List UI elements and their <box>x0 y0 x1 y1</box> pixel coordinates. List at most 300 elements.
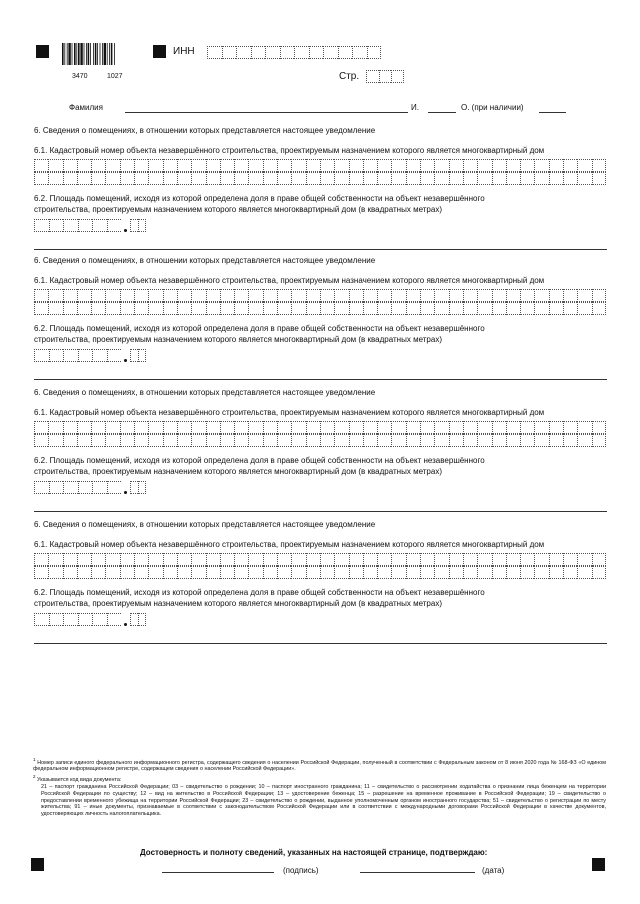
area-digit-cell[interactable] <box>107 219 122 232</box>
cadastral-digit-cell[interactable] <box>349 289 363 302</box>
cadastral-digit-cell[interactable] <box>120 172 134 185</box>
cadastral-digit-cell[interactable] <box>91 172 105 185</box>
cadastral-number-field[interactable] <box>34 553 606 566</box>
cadastral-digit-cell[interactable] <box>463 566 477 579</box>
cadastral-digit-cell[interactable] <box>163 434 177 447</box>
inn-digit-cell[interactable] <box>309 46 324 59</box>
cadastral-digit-cell[interactable] <box>520 434 534 447</box>
cadastral-digit-cell[interactable] <box>148 289 162 302</box>
cadastral-digit-cell[interactable] <box>506 421 520 434</box>
area-digit-cell[interactable] <box>107 613 122 626</box>
area-digit-cell[interactable] <box>34 219 49 232</box>
area-digit-cell[interactable] <box>63 481 78 494</box>
cadastral-digit-cell[interactable] <box>291 159 305 172</box>
cadastral-digit-cell[interactable] <box>63 566 77 579</box>
cadastral-digit-cell[interactable] <box>191 159 205 172</box>
cadastral-digit-cell[interactable] <box>320 434 334 447</box>
cadastral-digit-cell[interactable] <box>248 566 262 579</box>
cadastral-digit-cell[interactable] <box>377 566 391 579</box>
cadastral-digit-cell[interactable] <box>506 159 520 172</box>
cadastral-digit-cell[interactable] <box>449 566 463 579</box>
cadastral-digit-cell[interactable] <box>406 421 420 434</box>
cadastral-digit-cell[interactable] <box>120 566 134 579</box>
cadastral-digit-cell[interactable] <box>91 434 105 447</box>
cadastral-digit-cell[interactable] <box>377 302 391 315</box>
cadastral-digit-cell[interactable] <box>534 434 548 447</box>
cadastral-digit-cell[interactable] <box>492 159 506 172</box>
cadastral-digit-cell[interactable] <box>577 302 591 315</box>
cadastral-digit-cell[interactable] <box>91 159 105 172</box>
inn-digit-cell[interactable] <box>280 46 295 59</box>
cadastral-digit-cell[interactable] <box>263 159 277 172</box>
cadastral-digit-cell[interactable] <box>420 566 434 579</box>
cadastral-digit-cell[interactable] <box>334 566 348 579</box>
cadastral-digit-cell[interactable] <box>291 302 305 315</box>
cadastral-number-field-row2[interactable] <box>34 434 606 447</box>
cadastral-digit-cell[interactable] <box>477 302 491 315</box>
cadastral-digit-cell[interactable] <box>563 172 577 185</box>
cadastral-digit-cell[interactable] <box>334 553 348 566</box>
cadastral-digit-cell[interactable] <box>206 302 220 315</box>
page-digit-cell[interactable] <box>391 70 404 83</box>
area-field[interactable] <box>34 219 146 232</box>
cadastral-digit-cell[interactable] <box>334 172 348 185</box>
cadastral-digit-cell[interactable] <box>105 553 119 566</box>
cadastral-digit-cell[interactable] <box>349 302 363 315</box>
cadastral-digit-cell[interactable] <box>220 302 234 315</box>
cadastral-digit-cell[interactable] <box>506 434 520 447</box>
cadastral-digit-cell[interactable] <box>320 172 334 185</box>
cadastral-digit-cell[interactable] <box>391 553 405 566</box>
cadastral-digit-cell[interactable] <box>449 159 463 172</box>
cadastral-digit-cell[interactable] <box>463 421 477 434</box>
cadastral-digit-cell[interactable] <box>48 172 62 185</box>
cadastral-digit-cell[interactable] <box>592 302 606 315</box>
cadastral-digit-cell[interactable] <box>477 434 491 447</box>
cadastral-digit-cell[interactable] <box>534 159 548 172</box>
cadastral-digit-cell[interactable] <box>263 434 277 447</box>
cadastral-digit-cell[interactable] <box>105 566 119 579</box>
patronymic-line[interactable] <box>539 112 566 113</box>
cadastral-digit-cell[interactable] <box>34 553 48 566</box>
cadastral-digit-cell[interactable] <box>563 434 577 447</box>
cadastral-digit-cell[interactable] <box>406 159 420 172</box>
cadastral-digit-cell[interactable] <box>91 302 105 315</box>
cadastral-digit-cell[interactable] <box>91 289 105 302</box>
cadastral-digit-cell[interactable] <box>306 553 320 566</box>
cadastral-digit-cell[interactable] <box>120 302 134 315</box>
cadastral-digit-cell[interactable] <box>363 566 377 579</box>
area-fraction-cell[interactable] <box>138 349 146 362</box>
cadastral-number-field[interactable] <box>34 289 606 302</box>
cadastral-digit-cell[interactable] <box>77 159 91 172</box>
cadastral-digit-cell[interactable] <box>577 172 591 185</box>
cadastral-digit-cell[interactable] <box>434 289 448 302</box>
cadastral-digit-cell[interactable] <box>306 566 320 579</box>
cadastral-digit-cell[interactable] <box>534 289 548 302</box>
cadastral-digit-cell[interactable] <box>234 434 248 447</box>
cadastral-digit-cell[interactable] <box>320 302 334 315</box>
cadastral-digit-cell[interactable] <box>91 421 105 434</box>
cadastral-digit-cell[interactable] <box>520 159 534 172</box>
cadastral-digit-cell[interactable] <box>449 553 463 566</box>
cadastral-digit-cell[interactable] <box>48 434 62 447</box>
cadastral-digit-cell[interactable] <box>277 553 291 566</box>
cadastral-digit-cell[interactable] <box>506 566 520 579</box>
cadastral-digit-cell[interactable] <box>506 302 520 315</box>
cadastral-digit-cell[interactable] <box>506 289 520 302</box>
cadastral-digit-cell[interactable] <box>320 553 334 566</box>
cadastral-digit-cell[interactable] <box>391 172 405 185</box>
cadastral-digit-cell[interactable] <box>191 302 205 315</box>
cadastral-digit-cell[interactable] <box>177 172 191 185</box>
cadastral-digit-cell[interactable] <box>163 421 177 434</box>
inn-digit-cell[interactable] <box>294 46 309 59</box>
cadastral-digit-cell[interactable] <box>134 434 148 447</box>
cadastral-digit-cell[interactable] <box>334 302 348 315</box>
cadastral-digit-cell[interactable] <box>391 566 405 579</box>
area-digit-cell[interactable] <box>78 219 93 232</box>
cadastral-digit-cell[interactable] <box>134 302 148 315</box>
cadastral-digit-cell[interactable] <box>220 566 234 579</box>
cadastral-digit-cell[interactable] <box>48 421 62 434</box>
cadastral-digit-cell[interactable] <box>191 566 205 579</box>
cadastral-digit-cell[interactable] <box>34 172 48 185</box>
area-fraction-cell[interactable] <box>138 481 146 494</box>
cadastral-digit-cell[interactable] <box>477 172 491 185</box>
cadastral-digit-cell[interactable] <box>449 289 463 302</box>
cadastral-digit-cell[interactable] <box>105 421 119 434</box>
cadastral-digit-cell[interactable] <box>477 421 491 434</box>
cadastral-digit-cell[interactable] <box>220 159 234 172</box>
cadastral-digit-cell[interactable] <box>463 159 477 172</box>
cadastral-number-field-row2[interactable] <box>34 302 606 315</box>
cadastral-digit-cell[interactable] <box>105 302 119 315</box>
cadastral-digit-cell[interactable] <box>363 159 377 172</box>
area-digit-cell[interactable] <box>92 613 107 626</box>
area-digit-cell[interactable] <box>92 349 107 362</box>
cadastral-digit-cell[interactable] <box>520 553 534 566</box>
cadastral-digit-cell[interactable] <box>577 566 591 579</box>
cadastral-digit-cell[interactable] <box>134 172 148 185</box>
cadastral-digit-cell[interactable] <box>577 289 591 302</box>
cadastral-digit-cell[interactable] <box>234 172 248 185</box>
cadastral-digit-cell[interactable] <box>134 553 148 566</box>
cadastral-digit-cell[interactable] <box>420 421 434 434</box>
cadastral-digit-cell[interactable] <box>248 159 262 172</box>
cadastral-digit-cell[interactable] <box>363 434 377 447</box>
cadastral-digit-cell[interactable] <box>291 553 305 566</box>
cadastral-digit-cell[interactable] <box>148 553 162 566</box>
cadastral-digit-cell[interactable] <box>248 553 262 566</box>
cadastral-digit-cell[interactable] <box>277 302 291 315</box>
cadastral-digit-cell[interactable] <box>77 421 91 434</box>
cadastral-digit-cell[interactable] <box>406 289 420 302</box>
cadastral-digit-cell[interactable] <box>434 434 448 447</box>
cadastral-digit-cell[interactable] <box>63 421 77 434</box>
cadastral-digit-cell[interactable] <box>91 566 105 579</box>
area-digit-cell[interactable] <box>34 481 49 494</box>
cadastral-digit-cell[interactable] <box>420 172 434 185</box>
cadastral-digit-cell[interactable] <box>277 566 291 579</box>
cadastral-digit-cell[interactable] <box>120 434 134 447</box>
cadastral-digit-cell[interactable] <box>220 421 234 434</box>
cadastral-digit-cell[interactable] <box>234 566 248 579</box>
initial-line[interactable] <box>428 112 456 113</box>
signature-line[interactable] <box>162 872 274 873</box>
cadastral-number-field[interactable] <box>34 421 606 434</box>
cadastral-digit-cell[interactable] <box>506 553 520 566</box>
inn-digit-cell[interactable] <box>338 46 353 59</box>
cadastral-digit-cell[interactable] <box>263 289 277 302</box>
cadastral-digit-cell[interactable] <box>234 553 248 566</box>
cadastral-digit-cell[interactable] <box>549 566 563 579</box>
cadastral-digit-cell[interactable] <box>48 302 62 315</box>
cadastral-digit-cell[interactable] <box>563 421 577 434</box>
area-digit-cell[interactable] <box>107 481 122 494</box>
cadastral-digit-cell[interactable] <box>363 553 377 566</box>
cadastral-digit-cell[interactable] <box>191 434 205 447</box>
cadastral-digit-cell[interactable] <box>363 302 377 315</box>
cadastral-number-field-row2[interactable] <box>34 172 606 185</box>
cadastral-number-field[interactable] <box>34 159 606 172</box>
cadastral-digit-cell[interactable] <box>463 172 477 185</box>
cadastral-digit-cell[interactable] <box>277 172 291 185</box>
cadastral-digit-cell[interactable] <box>492 553 506 566</box>
cadastral-digit-cell[interactable] <box>549 159 563 172</box>
area-digit-cell[interactable] <box>92 219 107 232</box>
cadastral-digit-cell[interactable] <box>148 159 162 172</box>
cadastral-digit-cell[interactable] <box>477 566 491 579</box>
area-field[interactable] <box>34 613 146 626</box>
cadastral-digit-cell[interactable] <box>77 553 91 566</box>
cadastral-digit-cell[interactable] <box>177 421 191 434</box>
cadastral-digit-cell[interactable] <box>563 553 577 566</box>
cadastral-digit-cell[interactable] <box>377 553 391 566</box>
cadastral-digit-cell[interactable] <box>549 553 563 566</box>
cadastral-digit-cell[interactable] <box>320 566 334 579</box>
area-digit-cell[interactable] <box>107 349 122 362</box>
cadastral-digit-cell[interactable] <box>105 172 119 185</box>
cadastral-digit-cell[interactable] <box>492 172 506 185</box>
cadastral-digit-cell[interactable] <box>63 172 77 185</box>
cadastral-digit-cell[interactable] <box>563 289 577 302</box>
cadastral-digit-cell[interactable] <box>549 302 563 315</box>
cadastral-digit-cell[interactable] <box>534 566 548 579</box>
cadastral-digit-cell[interactable] <box>34 566 48 579</box>
inn-digit-cell[interactable] <box>265 46 280 59</box>
cadastral-digit-cell[interactable] <box>91 553 105 566</box>
cadastral-digit-cell[interactable] <box>220 172 234 185</box>
cadastral-digit-cell[interactable] <box>434 302 448 315</box>
area-fraction-field[interactable] <box>130 613 146 626</box>
cadastral-digit-cell[interactable] <box>577 434 591 447</box>
cadastral-digit-cell[interactable] <box>206 566 220 579</box>
cadastral-digit-cell[interactable] <box>306 434 320 447</box>
cadastral-digit-cell[interactable] <box>134 566 148 579</box>
cadastral-digit-cell[interactable] <box>420 159 434 172</box>
area-fraction-field[interactable] <box>130 349 146 362</box>
cadastral-digit-cell[interactable] <box>177 289 191 302</box>
area-fraction-cell[interactable] <box>130 219 138 232</box>
cadastral-digit-cell[interactable] <box>434 553 448 566</box>
cadastral-digit-cell[interactable] <box>592 289 606 302</box>
cadastral-digit-cell[interactable] <box>334 289 348 302</box>
cadastral-digit-cell[interactable] <box>163 302 177 315</box>
cadastral-digit-cell[interactable] <box>406 434 420 447</box>
cadastral-digit-cell[interactable] <box>177 159 191 172</box>
cadastral-digit-cell[interactable] <box>349 553 363 566</box>
cadastral-digit-cell[interactable] <box>420 434 434 447</box>
cadastral-digit-cell[interactable] <box>334 159 348 172</box>
cadastral-digit-cell[interactable] <box>449 302 463 315</box>
area-fraction-cell[interactable] <box>130 349 138 362</box>
cadastral-digit-cell[interactable] <box>549 172 563 185</box>
cadastral-digit-cell[interactable] <box>148 434 162 447</box>
cadastral-digit-cell[interactable] <box>391 289 405 302</box>
inn-digit-cell[interactable] <box>367 46 382 59</box>
cadastral-digit-cell[interactable] <box>34 421 48 434</box>
cadastral-digit-cell[interactable] <box>105 159 119 172</box>
cadastral-digit-cell[interactable] <box>577 553 591 566</box>
cadastral-digit-cell[interactable] <box>592 434 606 447</box>
cadastral-digit-cell[interactable] <box>577 421 591 434</box>
cadastral-digit-cell[interactable] <box>506 172 520 185</box>
cadastral-digit-cell[interactable] <box>120 289 134 302</box>
cadastral-digit-cell[interactable] <box>105 289 119 302</box>
cadastral-digit-cell[interactable] <box>48 159 62 172</box>
cadastral-digit-cell[interactable] <box>306 289 320 302</box>
area-digit-cell[interactable] <box>49 481 64 494</box>
cadastral-digit-cell[interactable] <box>177 302 191 315</box>
cadastral-digit-cell[interactable] <box>206 553 220 566</box>
cadastral-digit-cell[interactable] <box>277 159 291 172</box>
cadastral-digit-cell[interactable] <box>463 553 477 566</box>
area-fraction-cell[interactable] <box>138 613 146 626</box>
area-digit-cell[interactable] <box>49 613 64 626</box>
cadastral-digit-cell[interactable] <box>120 159 134 172</box>
area-fraction-field[interactable] <box>130 481 146 494</box>
inn-digit-cell[interactable] <box>222 46 237 59</box>
cadastral-digit-cell[interactable] <box>291 172 305 185</box>
cadastral-digit-cell[interactable] <box>592 159 606 172</box>
cadastral-digit-cell[interactable] <box>306 159 320 172</box>
cadastral-digit-cell[interactable] <box>306 302 320 315</box>
cadastral-digit-cell[interactable] <box>534 553 548 566</box>
cadastral-digit-cell[interactable] <box>63 289 77 302</box>
cadastral-digit-cell[interactable] <box>563 159 577 172</box>
cadastral-digit-cell[interactable] <box>77 434 91 447</box>
cadastral-digit-cell[interactable] <box>177 434 191 447</box>
cadastral-digit-cell[interactable] <box>277 434 291 447</box>
area-digit-cell[interactable] <box>34 349 49 362</box>
cadastral-digit-cell[interactable] <box>206 289 220 302</box>
cadastral-digit-cell[interactable] <box>434 421 448 434</box>
cadastral-digit-cell[interactable] <box>363 421 377 434</box>
cadastral-digit-cell[interactable] <box>520 302 534 315</box>
cadastral-digit-cell[interactable] <box>406 302 420 315</box>
cadastral-digit-cell[interactable] <box>148 302 162 315</box>
cadastral-digit-cell[interactable] <box>391 302 405 315</box>
cadastral-digit-cell[interactable] <box>277 421 291 434</box>
cadastral-digit-cell[interactable] <box>134 289 148 302</box>
cadastral-digit-cell[interactable] <box>420 289 434 302</box>
cadastral-digit-cell[interactable] <box>592 172 606 185</box>
cadastral-digit-cell[interactable] <box>77 566 91 579</box>
cadastral-digit-cell[interactable] <box>391 434 405 447</box>
inn-digit-cell[interactable] <box>236 46 251 59</box>
inn-digit-cell[interactable] <box>207 46 222 59</box>
inn-digit-cell[interactable] <box>251 46 266 59</box>
cadastral-digit-cell[interactable] <box>291 289 305 302</box>
cadastral-digit-cell[interactable] <box>463 302 477 315</box>
cadastral-digit-cell[interactable] <box>248 421 262 434</box>
cadastral-digit-cell[interactable] <box>492 566 506 579</box>
cadastral-digit-cell[interactable] <box>206 172 220 185</box>
cadastral-digit-cell[interactable] <box>191 421 205 434</box>
cadastral-digit-cell[interactable] <box>449 434 463 447</box>
cadastral-digit-cell[interactable] <box>434 159 448 172</box>
cadastral-digit-cell[interactable] <box>206 421 220 434</box>
cadastral-digit-cell[interactable] <box>163 566 177 579</box>
cadastral-digit-cell[interactable] <box>349 421 363 434</box>
cadastral-digit-cell[interactable] <box>234 421 248 434</box>
cadastral-digit-cell[interactable] <box>105 434 119 447</box>
cadastral-digit-cell[interactable] <box>48 289 62 302</box>
cadastral-digit-cell[interactable] <box>148 421 162 434</box>
surname-line[interactable] <box>125 112 408 113</box>
cadastral-digit-cell[interactable] <box>377 172 391 185</box>
area-digit-cell[interactable] <box>78 349 93 362</box>
cadastral-digit-cell[interactable] <box>248 434 262 447</box>
cadastral-number-field-row2[interactable] <box>34 566 606 579</box>
cadastral-digit-cell[interactable] <box>220 434 234 447</box>
area-digit-cell[interactable] <box>63 613 78 626</box>
cadastral-digit-cell[interactable] <box>77 172 91 185</box>
cadastral-digit-cell[interactable] <box>563 566 577 579</box>
cadastral-digit-cell[interactable] <box>492 289 506 302</box>
cadastral-digit-cell[interactable] <box>377 434 391 447</box>
cadastral-digit-cell[interactable] <box>377 159 391 172</box>
cadastral-digit-cell[interactable] <box>549 289 563 302</box>
cadastral-digit-cell[interactable] <box>520 566 534 579</box>
area-digit-cell[interactable] <box>78 481 93 494</box>
cadastral-digit-cell[interactable] <box>391 159 405 172</box>
cadastral-digit-cell[interactable] <box>63 553 77 566</box>
cadastral-digit-cell[interactable] <box>306 172 320 185</box>
cadastral-digit-cell[interactable] <box>520 172 534 185</box>
cadastral-digit-cell[interactable] <box>191 289 205 302</box>
inn-field[interactable] <box>207 46 381 59</box>
cadastral-digit-cell[interactable] <box>577 159 591 172</box>
cadastral-digit-cell[interactable] <box>377 289 391 302</box>
cadastral-digit-cell[interactable] <box>263 566 277 579</box>
cadastral-digit-cell[interactable] <box>434 172 448 185</box>
cadastral-digit-cell[interactable] <box>63 302 77 315</box>
cadastral-digit-cell[interactable] <box>206 434 220 447</box>
cadastral-digit-cell[interactable] <box>391 421 405 434</box>
date-line[interactable] <box>360 872 475 873</box>
cadastral-digit-cell[interactable] <box>263 553 277 566</box>
cadastral-digit-cell[interactable] <box>592 421 606 434</box>
cadastral-digit-cell[interactable] <box>263 421 277 434</box>
area-fraction-cell[interactable] <box>130 481 138 494</box>
cadastral-digit-cell[interactable] <box>291 421 305 434</box>
page-digit-cell[interactable] <box>379 70 392 83</box>
area-field[interactable] <box>34 481 146 494</box>
cadastral-digit-cell[interactable] <box>220 289 234 302</box>
cadastral-digit-cell[interactable] <box>420 553 434 566</box>
